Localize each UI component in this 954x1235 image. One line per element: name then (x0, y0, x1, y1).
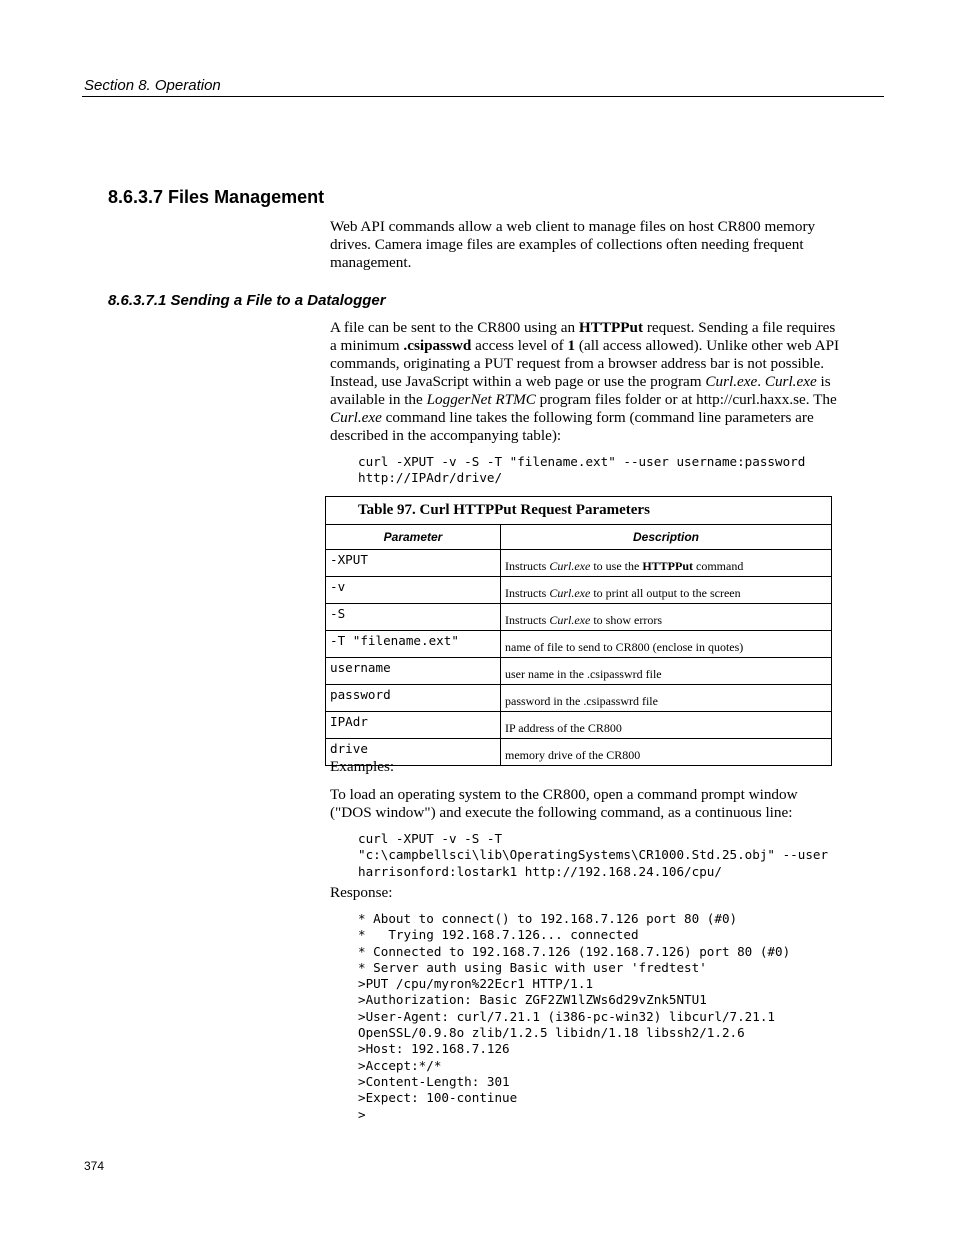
table-caption: Table 97. Curl HTTPPut Request Parameters (326, 497, 832, 525)
header-rule (82, 96, 884, 97)
param-cell: username (326, 658, 501, 685)
example-paragraph: To load an operating system to the CR800, open a command prompt window ("DOS window") and execute the following command, as a continuous line: (330, 786, 798, 821)
body-text: is available in the (330, 373, 831, 408)
body-text: A file can be sent to the CR800 using an (330, 319, 579, 336)
table-row (326, 550, 832, 577)
body-text: program files folder or at http://curl.haxx.se. The (535, 391, 837, 408)
table-row (326, 658, 832, 685)
description-cell: memory drive of the CR800 (501, 739, 832, 766)
examples-label: Examples: (330, 758, 395, 775)
body-bold-level: 1 (567, 337, 576, 354)
description-text: command (693, 559, 744, 573)
description-cell: user name in the .csipasswrd file (501, 658, 832, 685)
param-cell: -T "filename.ext" (326, 631, 501, 658)
param-cell: -XPUT (326, 550, 501, 577)
running-header: Section 8. Operation (84, 77, 221, 94)
description-text: to use the (590, 559, 643, 573)
body-italic-rtmc: LoggerNet RTMC (426, 391, 536, 408)
body-text: . (757, 373, 765, 390)
body-text: (all access allowed). Unlike other web API commands, originating a PUT request from a browser address bar is not possible. Instead, use JavaScript within a web page or use the program (330, 337, 840, 390)
description-text: to show errors (590, 613, 662, 627)
body-bold-csipasswd: .csipasswd (403, 337, 472, 354)
param-cell: IPAdr (326, 712, 501, 739)
body-bold-httpput: HTTPPut (578, 319, 644, 336)
description-text: Instructs (505, 559, 550, 573)
table-row (326, 685, 832, 712)
description-cell: password in the .csipasswrd file (501, 685, 832, 712)
section-title: 8.6.3.7 Files Management (108, 187, 325, 207)
description-cell (501, 604, 832, 631)
body-italic-curl: Curl.exe (330, 409, 382, 426)
body-text: access level of (471, 337, 568, 354)
description-cell: name of file to send to CR800 (enclose in quotes) (501, 631, 832, 658)
intro-paragraph: Web API commands allow a web client to manage files on host CR800 memory drives. Camera image files are examples of collections often needing frequent management. (330, 218, 816, 271)
column-header-parameter: Parameter (326, 525, 501, 550)
description-italic: Curl.exe (549, 586, 591, 600)
description-text: Instructs (505, 586, 550, 600)
description-cell: IP address of the CR800 (501, 712, 832, 739)
description-text: Instructs (505, 613, 550, 627)
body-paragraph (330, 319, 842, 445)
body-text: command line takes the following form (command line parameters are described in the accompanying table): (330, 409, 814, 444)
response-label: Response: (330, 884, 393, 901)
description-text: to print all output to the screen (590, 586, 741, 600)
page-number: 374 (84, 1159, 105, 1173)
description-cell (501, 550, 832, 577)
body-italic-curl: Curl.exe (764, 373, 817, 390)
subsection-title: 8.6.3.7.1 Sending a File to a Datalogger (108, 292, 386, 309)
param-cell: -v (326, 577, 501, 604)
description-italic: Curl.exe (549, 613, 591, 627)
param-cell: -S (326, 604, 501, 631)
table-row (326, 604, 832, 631)
body-italic-curl: Curl.exe (705, 373, 758, 390)
description-italic: Curl.exe (549, 559, 591, 573)
table-row (326, 577, 832, 604)
example-command-code: curl -XPUT -v -S -T "c:\campbellsci\lib\OperatingSystems\CR1000.Std.25.obj" --user harrisonford:lostark1 http://192.168.24.106/cpu/ (358, 831, 829, 879)
table-row (326, 631, 832, 658)
command-form-code: curl -XPUT -v -S -T "filename.ext" --user username:password http://IPAdr/drive/ (358, 454, 806, 486)
parameters-table (325, 496, 832, 766)
description-bold: HTTPPut (642, 559, 693, 573)
param-cell: drive (326, 739, 501, 766)
param-cell: password (326, 685, 501, 712)
column-header-description: Description (501, 525, 832, 550)
body-text: request. Sending a file requires a minimum (330, 319, 836, 354)
table-row (326, 712, 832, 739)
description-cell (501, 577, 832, 604)
response-code: * About to connect() to 192.168.7.126 port 80 (#0) * Trying 192.168.7.126... connected * Connected to 192.168.7.126 (192.168.7.126) port 80 (#0) * Server auth using Basic with user 'fredtest' >PUT /cpu/myron%22Ecr1 HTTP/1.1 >Authorization: Basic ZGF2ZW1lZWs6d29vZnk5NTU1 >User-Agent: curl/7.21.1 (i386-pc-win32) libcurl/7.21.1 OpenSSL/0.9.8o zlib/1.2.5 libidn/1.18 libssh2/1.2.6 >Host: 192.168.7.126 >Accept:*/* >Content-Length: 301 >Expect: 100-continue > (358, 911, 791, 1122)
